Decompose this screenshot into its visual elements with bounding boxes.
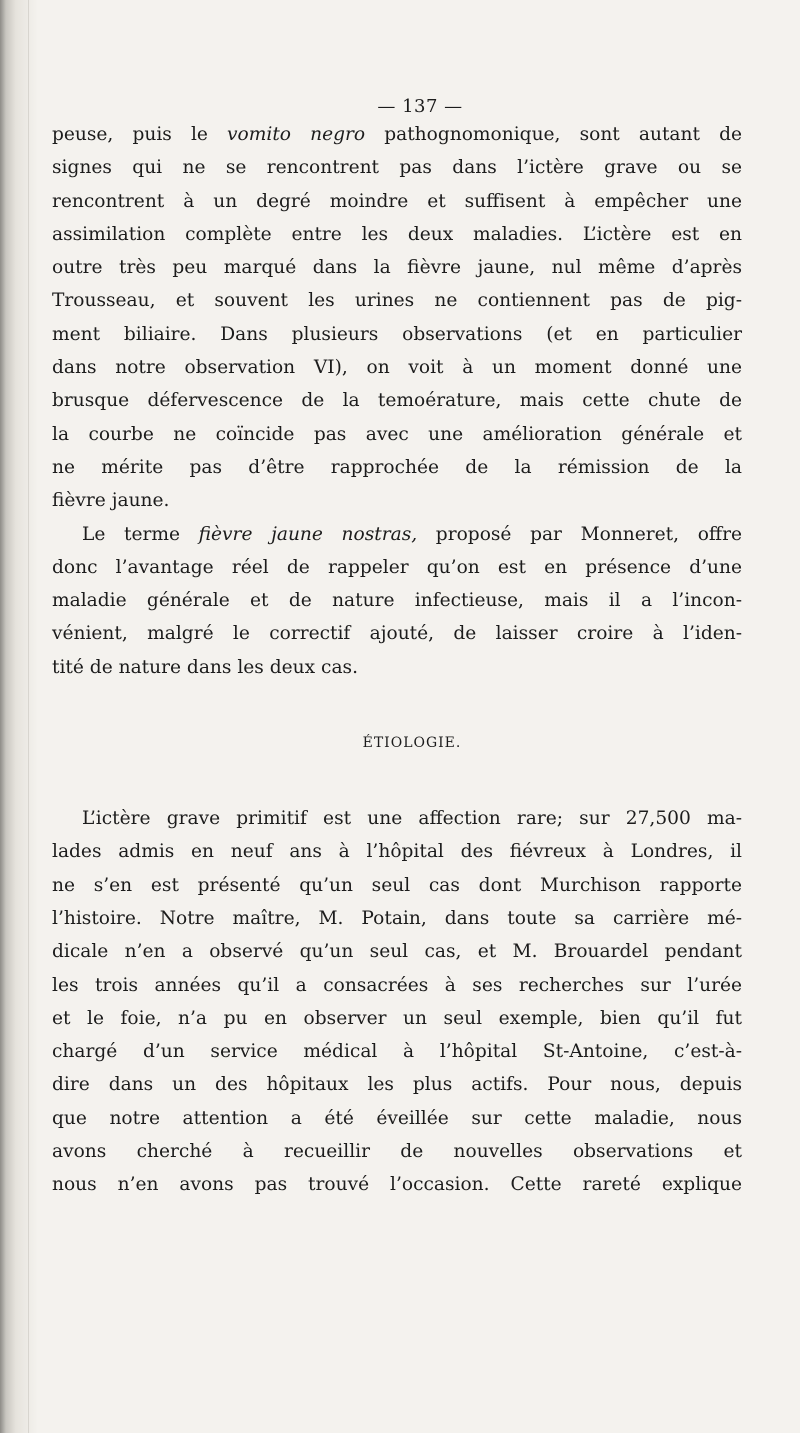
text-line: outre très peu marqué dans la fièvre jaune, nul même d’après <box>52 257 742 279</box>
section-heading: ÉTIOLOGIE. <box>362 735 462 752</box>
text-line: nous n’en avons pas trouvé l’occasion. Cette rareté explique <box>52 1174 742 1196</box>
text-line: brusque défervescence de la temoérature, mais cette chute de <box>52 390 742 412</box>
text-line: et le foie, n’a pu en observer un seul exemple, bien qu’il fut <box>52 1007 742 1029</box>
text-line: signes qui ne se rencontrent pas dans l’ictère grave ou se <box>52 157 742 179</box>
text-line: dicale n’en a observé qu’un seul cas, et M. Brouardel pendant <box>52 941 742 963</box>
text-line: ment biliaire. Dans plusieurs observations (et en particulier <box>52 323 742 345</box>
text-line: vénient, malgré le correctif ajouté, de laisser croire à l’iden- <box>52 623 742 645</box>
text-line: ne s’en est présenté qu’un seul cas dont Murchison rapporte <box>52 874 742 896</box>
paragraph-2 <box>52 518 742 684</box>
text-line: fièvre jaune. <box>52 490 170 512</box>
page-number-text: — 137 — <box>377 96 463 117</box>
text-line: la courbe ne coïncide pas avec une amélioration générale et <box>52 423 742 445</box>
text-line: assimilation complète entre les deux maladies. L’ictère est en <box>52 223 742 245</box>
italic-term: fièvre jaune nostras, <box>198 523 418 545</box>
text-line: lades admis en neuf ans à l’hôpital des fiévreux à Londres, il <box>52 841 742 863</box>
text-line: les trois années qu’il a consacrées à ses recherches sur l’urée <box>52 974 742 996</box>
text-line: Trousseau, et souvent les urines ne contiennent pas de pig- <box>52 290 742 312</box>
text-line: Le terme fièvre jaune nostras, proposé par Monneret, offre <box>82 523 742 545</box>
text-line: tité de nature dans les deux cas. <box>52 656 358 678</box>
text-line: avons cherché à recueillir de nouvelles observations et <box>52 1141 742 1163</box>
text-line: peuse, puis le vomito negro pathognomonique, sont autant de <box>52 124 742 145</box>
page-edge <box>28 0 29 1433</box>
text-line: chargé d’un service médical à l’hôpital St-Antoine, c’est-à- <box>52 1041 742 1063</box>
text-line: donc l’avantage réel de rappeler qu’on est en présence d’une <box>52 556 742 578</box>
page-body <box>52 118 742 1202</box>
text-line: l’histoire. Notre maître, M. Potain, dans toute sa carrière mé- <box>52 907 742 929</box>
text-line: maladie générale et de nature infectieuse, mais il a l’incon- <box>52 590 742 612</box>
text-line: ne mérite pas d’être rapprochée de la rémission de la <box>52 456 742 478</box>
page-binding-shadow <box>0 0 38 1433</box>
text-line: rencontrent à un degré moindre et suffisent à empêcher une <box>52 190 742 212</box>
text-line: dire dans un des hôpitaux les plus actifs. Pour nous, depuis <box>52 1074 742 1096</box>
paragraph-3 <box>52 802 742 1202</box>
text-line: dans notre observation VI), on voit à un moment donné une <box>52 357 742 379</box>
text-line: L’ictère grave primitif est une affection rare; sur 27,500 ma- <box>82 808 742 830</box>
italic-term: vomito negro <box>227 124 366 145</box>
paragraph-1 <box>52 118 742 518</box>
text-line: que notre attention a été éveillée sur cette maladie, nous <box>52 1107 742 1129</box>
page-number <box>0 96 800 117</box>
